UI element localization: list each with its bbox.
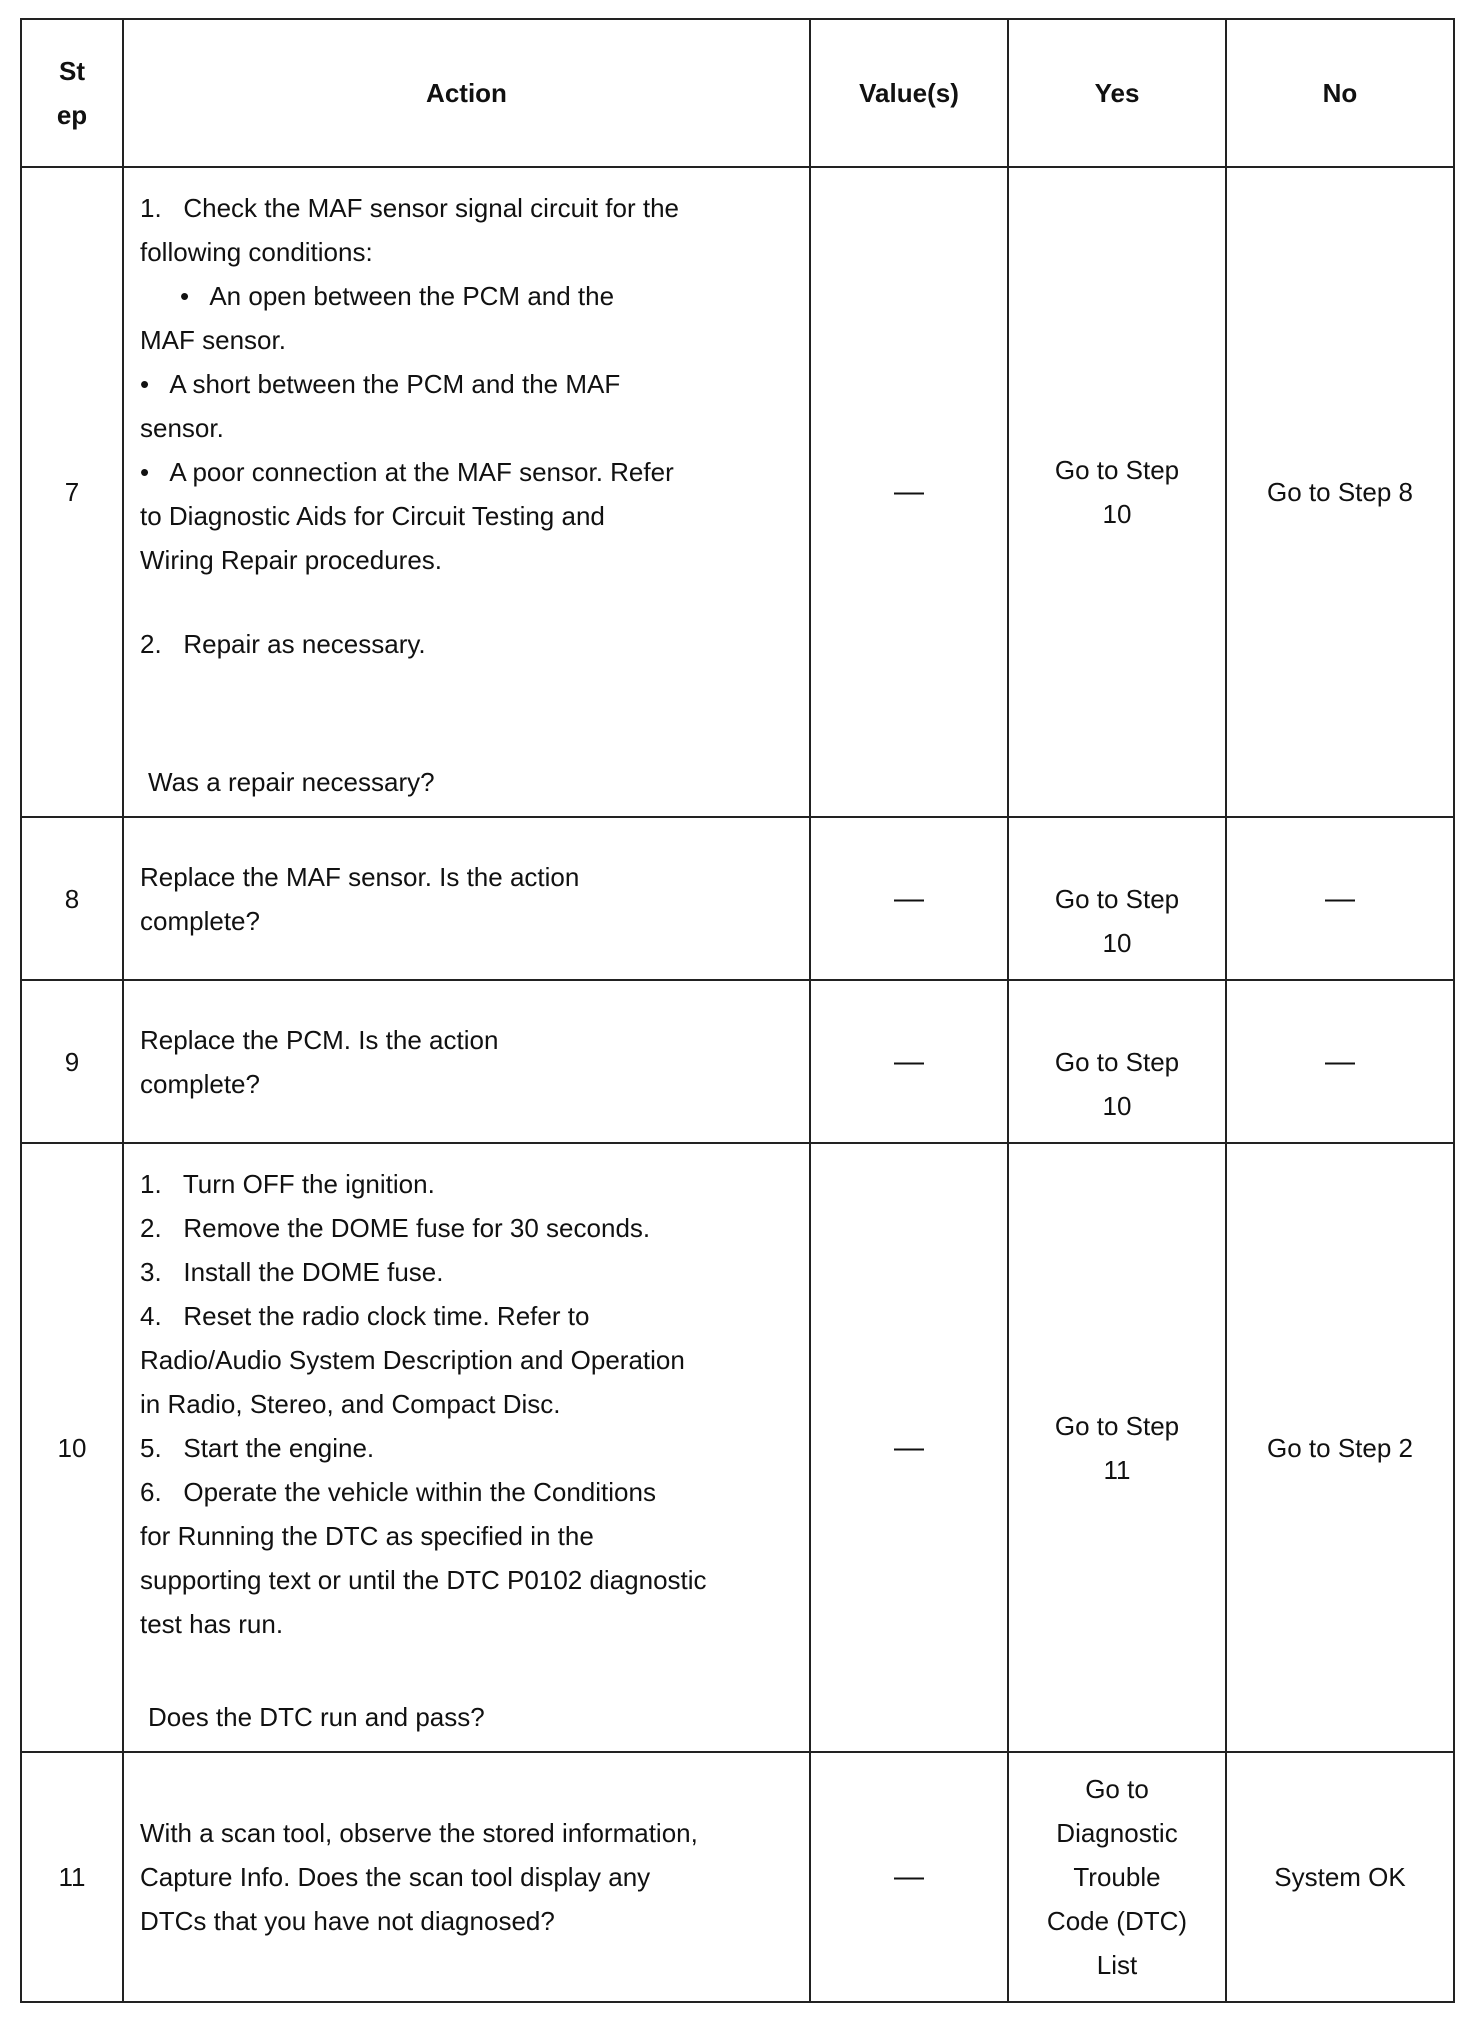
action-line: in Radio, Stereo, and Compact Disc. [140, 1389, 561, 1419]
action-line: 2. Repair as necessary. [140, 629, 426, 659]
table-row [21, 1752, 1454, 2002]
yes-line: Go to Step [1054, 1046, 1180, 1077]
header-values: Value(s) [810, 19, 1008, 167]
yes-line: Diagnostic [1056, 1818, 1178, 1848]
no-cell [1226, 1752, 1454, 2002]
action-cell [123, 980, 810, 1143]
action-line: 4. Reset the radio clock time. Refer to [140, 1301, 590, 1331]
action-line: supporting text or until the DTC P0102 diagnostic [140, 1565, 707, 1595]
action-line: complete? [140, 1068, 260, 1099]
no-text: Go to Step 8 [1267, 477, 1413, 507]
step-cell: 9 [21, 980, 123, 1143]
action-line: 1. Check the MAF sensor signal circuit for the [140, 193, 679, 223]
value-text: — [894, 881, 924, 915]
yes-line: Go to Step [1054, 883, 1180, 914]
yes-line: Code (DTC) [1046, 1906, 1188, 1936]
yes-cell [1008, 817, 1226, 980]
table-row [21, 1143, 1454, 1752]
value-cell [810, 1143, 1008, 1752]
no-text: — [1325, 881, 1355, 915]
action-line: sensor. [140, 413, 224, 443]
no-text: System OK [1274, 1862, 1406, 1892]
no-cell [1226, 817, 1454, 980]
step-cell: 8 [21, 817, 123, 980]
action-cell [123, 1752, 810, 2002]
step-cell: 10 [21, 1143, 123, 1752]
value-text: — [894, 475, 924, 508]
yes-line: 10 [1102, 927, 1132, 958]
action-line: 2. Remove the DOME fuse for 30 seconds. [140, 1213, 651, 1243]
header-action: Action [123, 19, 810, 167]
action-line: 3. Install the DOME fuse. [140, 1257, 444, 1287]
no-text: Go to Step 2 [1267, 1432, 1413, 1463]
yes-line: List [1096, 1950, 1138, 1980]
header-step-line1: St [59, 56, 85, 86]
header-row [21, 19, 1454, 167]
value-cell [810, 980, 1008, 1143]
yes-cell [1008, 1143, 1226, 1752]
value-cell [810, 1752, 1008, 2002]
action-line: complete? [140, 905, 260, 936]
value-cell [810, 817, 1008, 980]
action-line: following conditions: [140, 237, 373, 267]
action-line [140, 582, 793, 622]
action-line: MAF sensor. [140, 325, 286, 355]
action-line: • A short between the PCM and the MAF [140, 369, 621, 399]
value-cell [810, 167, 1008, 817]
step-cell: 11 [21, 1752, 123, 2002]
yes-cell [1008, 980, 1226, 1143]
action-line: Wiring Repair procedures. [140, 545, 443, 575]
table-row [21, 167, 1454, 817]
action-question: Does the DTC run and pass? [148, 1702, 485, 1732]
yes-cell [1008, 167, 1226, 817]
header-step [21, 19, 123, 167]
action-cell [123, 167, 810, 817]
action-line: 5. Start the engine. [140, 1433, 375, 1463]
action-line: DTCs that you have not diagnosed? [140, 1906, 555, 1936]
no-text: — [1325, 1044, 1355, 1078]
value-text: — [894, 1044, 924, 1078]
no-cell [1226, 167, 1454, 817]
action-cell [123, 817, 810, 980]
no-cell [1226, 1143, 1454, 1752]
yes-line: 10 [1102, 499, 1132, 529]
diagnostic-table [20, 18, 1455, 2003]
yes-line: Go to Step [1054, 1410, 1180, 1441]
action-line: test has run. [140, 1609, 284, 1639]
yes-line: Go to [1085, 1774, 1149, 1804]
action-line: Radio/Audio System Description and Operation [140, 1345, 685, 1375]
yes-line: 10 [1102, 1090, 1132, 1121]
no-cell [1226, 980, 1454, 1143]
header-yes: Yes [1008, 19, 1226, 167]
action-line: Replace the PCM. Is the action [140, 1024, 499, 1055]
action-lines [140, 186, 793, 666]
yes-cell [1008, 1752, 1226, 2002]
action-line: • A poor connection at the MAF sensor. Refer [140, 457, 674, 487]
table-row [21, 980, 1454, 1143]
action-lines [140, 1162, 793, 1646]
yes-line: Go to Step [1054, 455, 1180, 485]
action-line: Capture Info. Does the scan tool display any [140, 1862, 651, 1892]
value-text: — [894, 1430, 924, 1464]
action-question: Was a repair necessary? [148, 767, 435, 797]
action-line: to Diagnostic Aids for Circuit Testing and [140, 501, 605, 531]
step-cell: 7 [21, 167, 123, 817]
yes-line: 11 [1103, 1454, 1131, 1485]
action-line: 6. Operate the vehicle within the Conditions [140, 1477, 656, 1507]
action-line: Replace the MAF sensor. Is the action [140, 861, 580, 892]
action-line: 1. Turn OFF the ignition. [140, 1169, 435, 1199]
action-line: for Running the DTC as specified in the [140, 1521, 594, 1551]
value-text: — [894, 1860, 924, 1893]
table-row [21, 817, 1454, 980]
action-line: With a scan tool, observe the stored information, [140, 1818, 698, 1848]
action-line: • An open between the PCM and the [180, 281, 615, 311]
yes-line: Trouble [1073, 1862, 1161, 1892]
header-step-line2: ep [56, 100, 88, 130]
action-cell [123, 1143, 810, 1752]
header-no: No [1226, 19, 1454, 167]
